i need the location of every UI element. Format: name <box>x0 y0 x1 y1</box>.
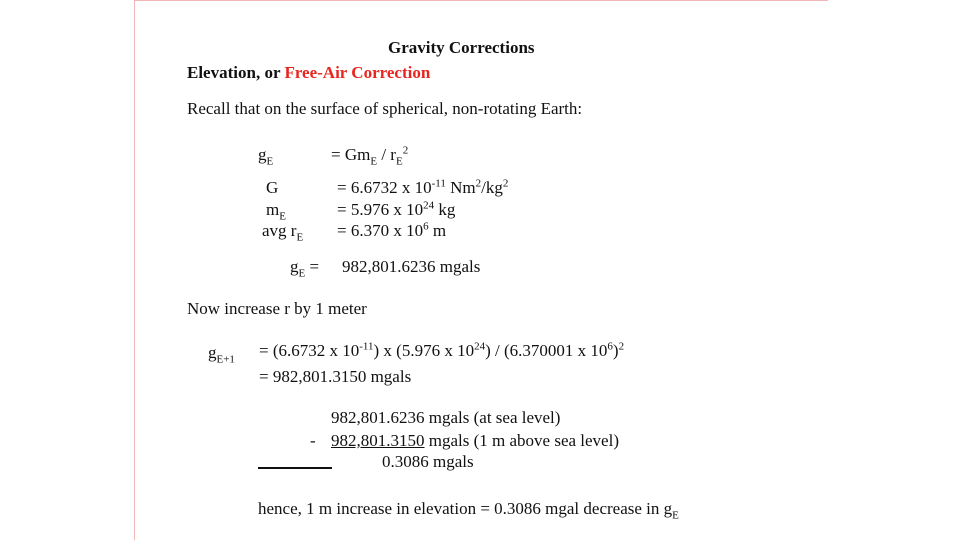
ge1-symbol: g <box>208 343 217 362</box>
ge-formula-label <box>258 145 274 168</box>
subtraction-result: 0.3086 mgals <box>382 452 474 471</box>
ge-formula-sup: 2 <box>402 144 409 157</box>
radius-subscript: E <box>296 231 304 244</box>
radius-label <box>262 221 304 244</box>
recall-text: Recall that on the surface of spherical, non-rotating Earth: <box>187 99 583 118</box>
ge1-exp2: 24 <box>474 340 486 353</box>
ge-result-label <box>290 257 320 280</box>
ge-formula <box>331 144 409 168</box>
ge-formula-sub1: E <box>370 155 378 168</box>
ge-symbol: g <box>258 145 267 164</box>
g-unit-text: Nm <box>445 178 476 197</box>
mass-value-exp: 24 <box>423 199 435 212</box>
mass-subscript: E <box>279 210 286 223</box>
mass-symbol: m <box>266 200 280 219</box>
subtraction-row1: 982,801.6236 mgals (at sea level) <box>331 408 561 427</box>
subtraction-row2-rest: mgals (1 m above sea level) <box>424 431 619 450</box>
radius-unit: m <box>428 221 447 240</box>
g-unit-sup: 2 <box>475 177 482 190</box>
g-unit-end-sup: 2 <box>502 177 509 190</box>
page-border-left <box>134 0 135 540</box>
ge1-exp1: -11 <box>359 340 374 353</box>
g-value-text: = 6.6732 x 10 <box>337 178 432 197</box>
ge-result-subscript: E <box>298 267 306 280</box>
mass-unit: kg <box>434 200 456 219</box>
ge-result-value: 982,801.6236 mgals <box>342 257 481 276</box>
page-title: Gravity Corrections <box>388 38 535 57</box>
mass-value-text: = 5.976 x 10 <box>337 200 424 219</box>
ge1-exp3: 6 <box>607 340 613 353</box>
mass-label <box>266 200 286 223</box>
section-heading <box>187 63 430 83</box>
ge1-label <box>208 343 235 366</box>
ge1-part-a: = (6.6732 x 10 <box>259 341 360 360</box>
ge-result-eq: = <box>305 257 320 276</box>
radius-symbol: avg r <box>262 221 297 240</box>
g-value-exp: -11 <box>431 177 446 190</box>
radius-value-text: = 6.370 x 10 <box>337 221 424 240</box>
ge1-result: = 982,801.3150 mgals <box>259 367 412 386</box>
page-border-top <box>134 0 828 1</box>
ge-formula-mid: / r <box>377 145 396 164</box>
g-constant-value <box>337 178 508 198</box>
mass-value <box>337 200 455 220</box>
conclusion-main: hence, 1 m increase in elevation = 0.3086 mgal decrease in g <box>258 499 673 518</box>
g-constant-label: G <box>266 178 279 197</box>
ge1-exp4: 2 <box>618 340 625 353</box>
heading-highlight: Free-Air Correction <box>284 63 431 82</box>
conclusion-text <box>258 499 679 522</box>
radius-value <box>337 221 446 241</box>
ge-formula-sub2: E <box>395 155 403 168</box>
conclusion-subscript: E <box>672 509 679 522</box>
ge-result-symbol: g <box>290 257 299 276</box>
ge1-subscript: E+1 <box>216 353 235 366</box>
radius-value-exp: 6 <box>423 220 429 233</box>
subtraction-row2-value: 982,801.3150 <box>331 431 425 450</box>
g-unit-end: /kg <box>481 178 503 197</box>
ge1-part-b: ) x (5.976 x 10 <box>373 341 475 360</box>
ge1-part-d: ) <box>612 341 619 360</box>
heading-prefix: Elevation, or <box>187 63 285 82</box>
subtraction-rule <box>258 467 332 469</box>
minus-sign: - <box>310 431 316 450</box>
increase-text: Now increase r by 1 meter <box>187 299 367 318</box>
ge-subscript: E <box>266 155 274 168</box>
ge1-expression <box>259 341 624 361</box>
ge1-part-c: ) / (6.370001 x 10 <box>485 341 608 360</box>
subtraction-row2 <box>331 431 619 451</box>
ge-formula-eq: = Gm <box>331 145 371 164</box>
